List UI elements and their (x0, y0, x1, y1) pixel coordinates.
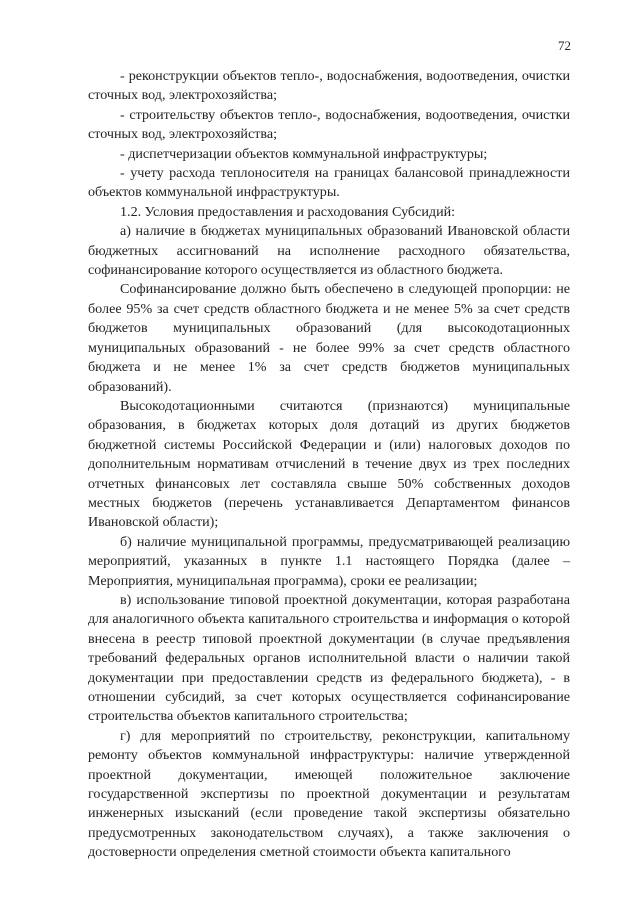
paragraph-dispatching: - диспетчеризации объектов коммунальной инфраструктуры; (120, 145, 488, 162)
paragraph-cofinancing: Софинансирование должно быть обеспечено в следующей пропорции: не более 95% за счет средств областного бюджета и не менее 5% за счет средств бюджетов муниципальных образований (для высокодотационных муниципальных образований - не более 99% за счет средств областного бюджета и не менее 1% за счет средств бюджетов муниципальных образований). (88, 281, 570, 395)
page-number: 72 (558, 38, 571, 53)
document-body (88, 67, 570, 863)
paragraph-condition-v: в) использование типовой проектной документации, которая разработана для аналогичного объекта капитального строительства и информация о которой внесена в реестр типовой проектной документации (в случае предъявления требований федеральных органов исполнительной власти о наличии такой документации при предоставлении средств из федерального бюджета), - в отношении субсидий, за счет которых осуществляется софинансирование строительства объектов капитального строительства; (88, 591, 570, 725)
paragraph-construction: - строительству объектов тепло-, водоснабжения, водоотведения, очистки сточных вод, электрохозяйства; (88, 106, 570, 143)
paragraph-section-1-2-heading: 1.2. Условия предоставления и расходования Субсидий: (120, 203, 456, 220)
paragraph-reconstruction: - реконструкции объектов тепло-, водоснабжения, водоотведения, очистки сточных вод, электрохозяйства; (88, 68, 570, 104)
paragraph-condition-b: б) наличие муниципальной программы, предусматривающей реализацию мероприятий, указанных в пункте 1.1 настоящего Порядка (далее – Мероприятия, муниципальная программа), сроки ее реализации; (88, 533, 570, 589)
paragraph-condition-g: г) для мероприятий по строительству, реконструкции, капитальному ремонту объектов коммунальной инфраструктуры: наличие утвержденной проектной документации, имеющей положительное заключение государственной экспертизы по проектной документации и результатам инженерных изысканий (если проведение такой экспертизы обязательно предусмотренных законодательством случаях), а также заключения о достоверности определения сметной стоимости объекта капитального (88, 727, 570, 861)
paragraph-heat-metering: - учету расхода теплоносителя на границах балансовой принадлежности объектов коммунальной инфраструктуры. (88, 165, 570, 201)
paragraph-highly-subsidized: Высокодотационными считаются (признаются) муниципальные образования, в бюджетах которых доля дотаций из других бюджетов бюджетной системы Российской Федерации и (или) налоговых доходов по дополнительным нормативам отчислений в течение двух из трех последних отчетных финансовых лет составляла свыше 50% собственных доходов местных бюджетов (перечень устанавливается Департаментом финансов Ивановской области); (88, 397, 570, 531)
paragraph-condition-a: а) наличие в бюджетах муниципальных образований Ивановской области бюджетных ассигнований на исполнение расходного обязательства, софинансирование которого осуществляется из областного бюджета. (88, 223, 570, 279)
